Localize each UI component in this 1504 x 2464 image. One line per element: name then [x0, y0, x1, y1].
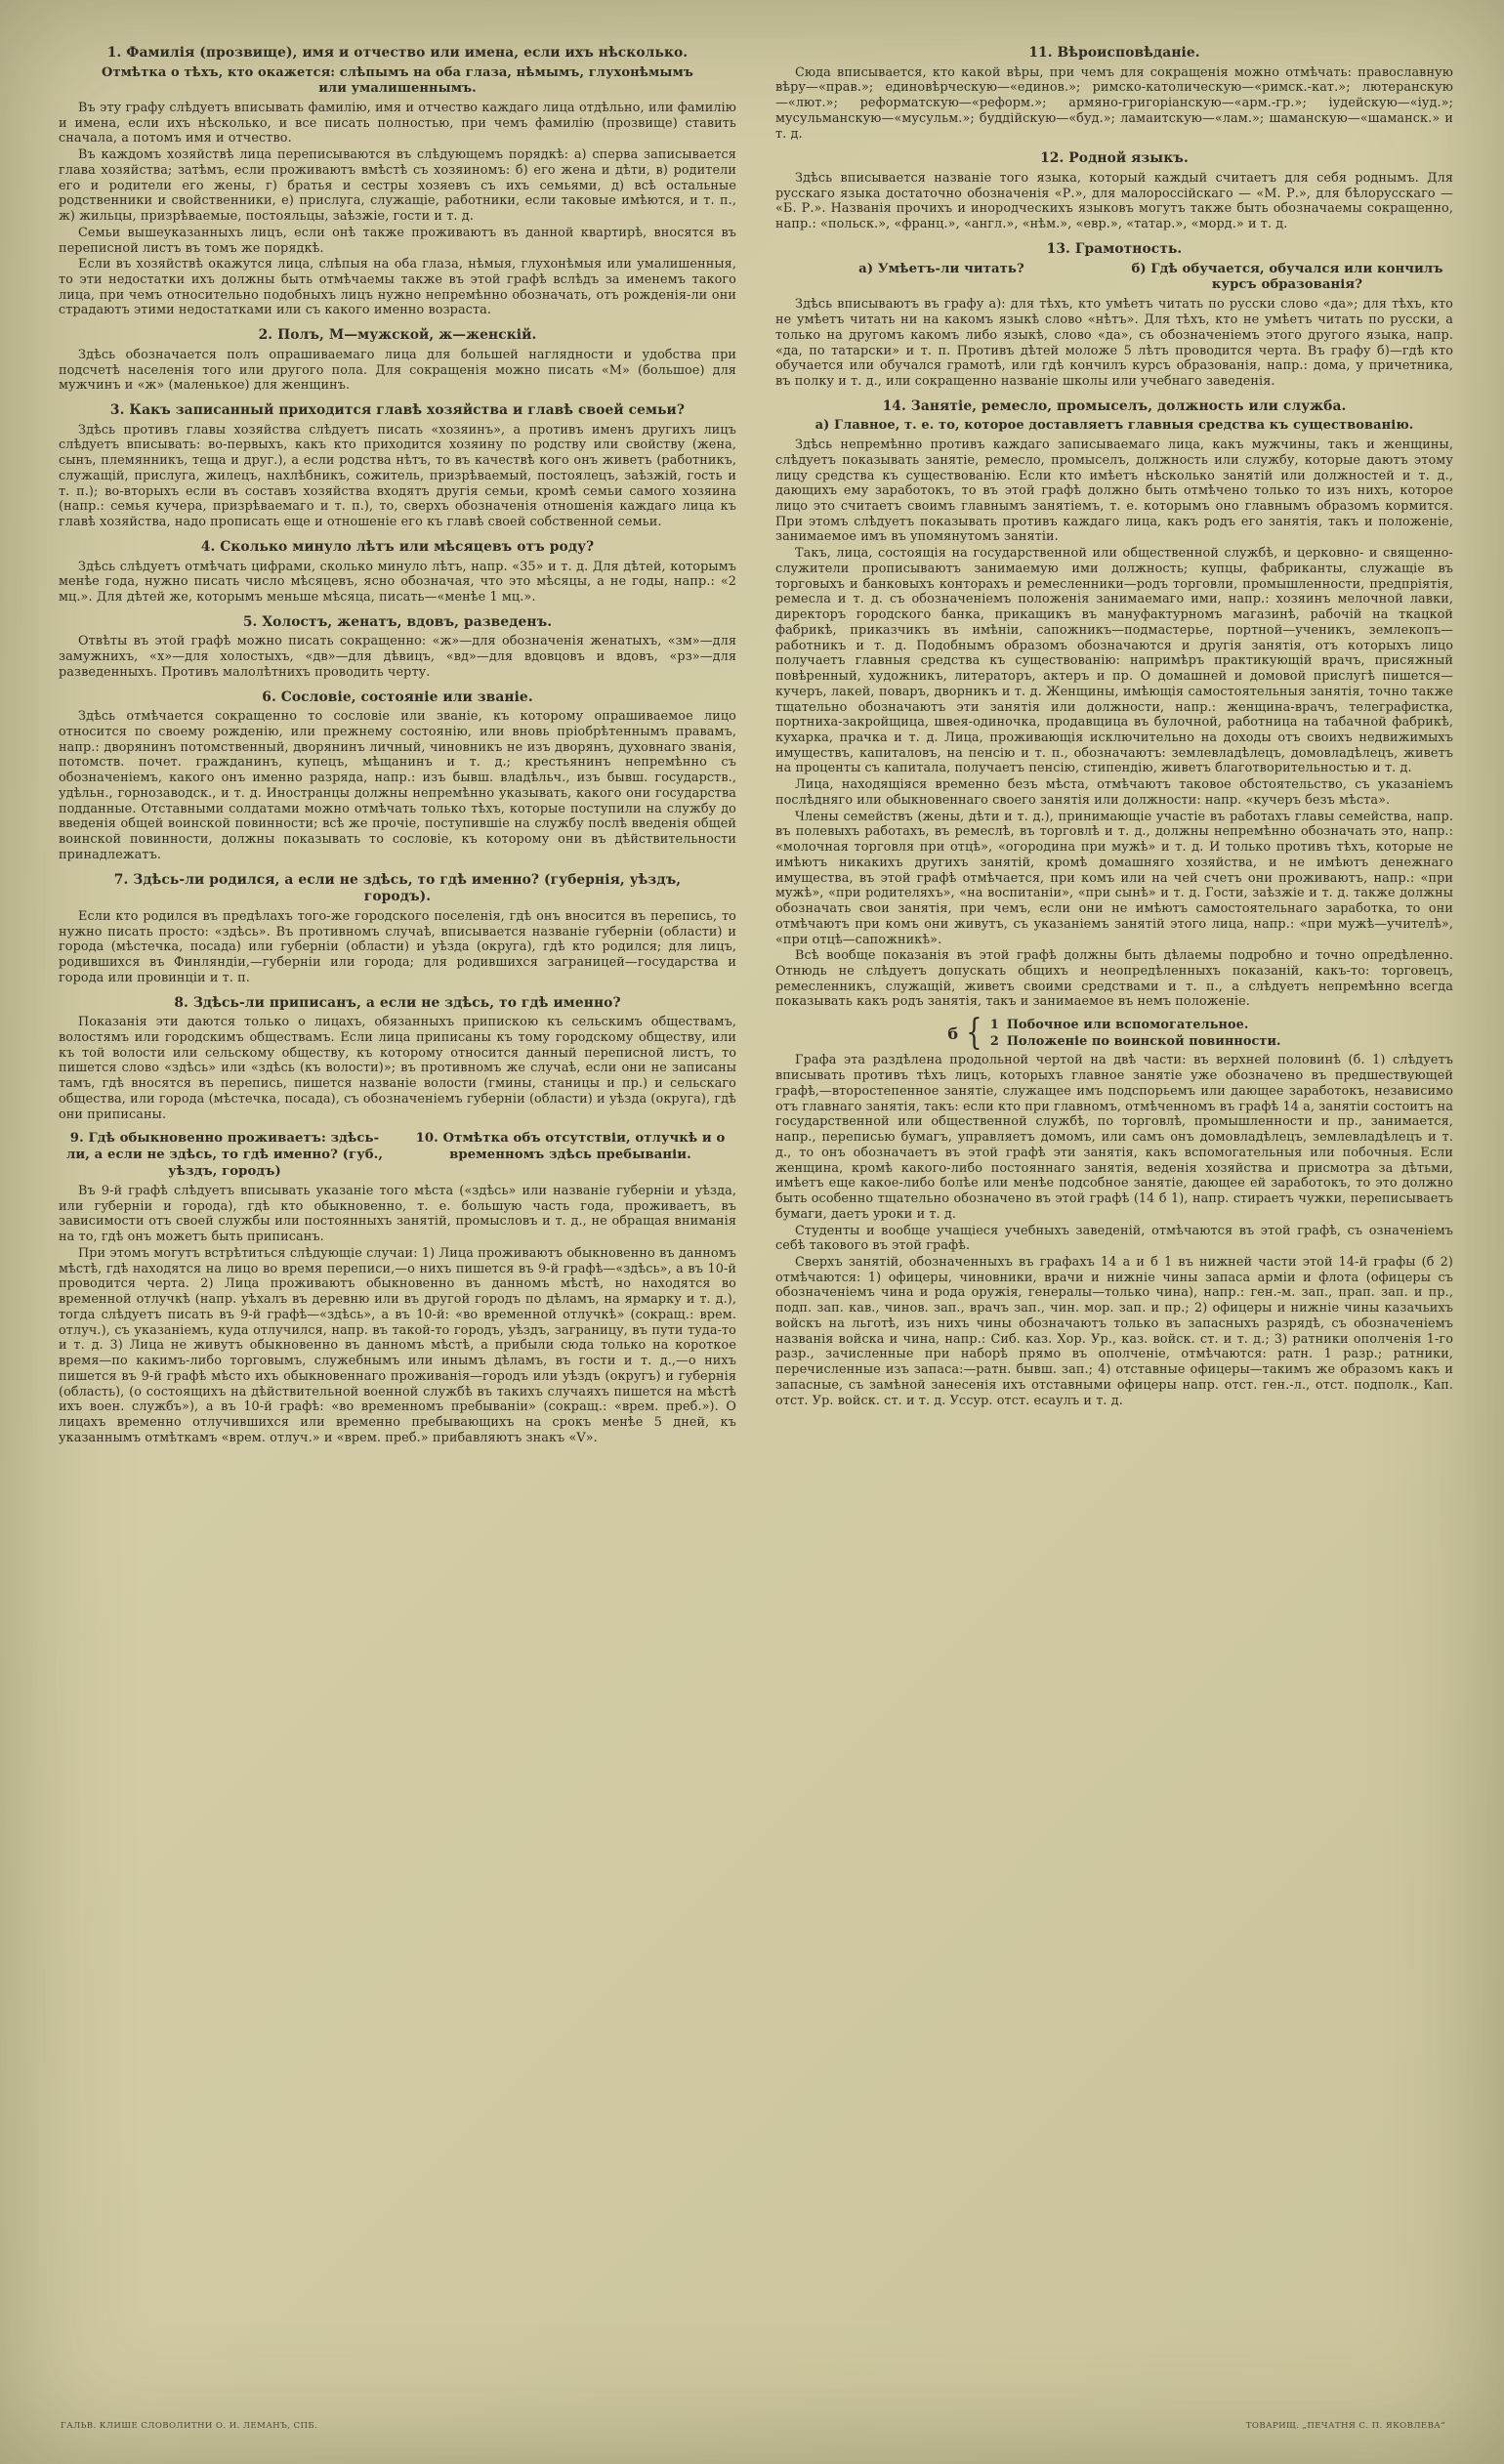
section-8: [59, 995, 736, 1123]
section-5-heading: 5. Холостъ, женатъ, вдовъ, разведенъ.: [242, 613, 553, 630]
section-1-heading: 1. Фамилія (прозвище), имя и отчество или имена, если ихъ нѣсколько.: [106, 45, 689, 61]
section-13a-subheading: а) Умѣетъ-ли читать?: [858, 261, 1024, 276]
section-14b-sublines: [990, 1018, 1281, 1050]
paragraph: Члены семействъ (жены, дѣти и т. д.), принимающіе участіе въ работахъ главы семейства, напр. въ полевыхъ работахъ, въ ремеслѣ, въ торговлѣ и т. д., должны непремѣнно обозначать это, напр.: «молочная торговля при отцѣ», «огородина при мужѣ» и т. д. И только противъ тѣхъ, которые не имѣютъ никакихъ другихъ занятій, кромѣ домашняго хозяйства, и не имѣютъ денежнаго имущества, въ этой графѣ отмѣчается, при комъ или на чей счетъ они проживаютъ, напр.: «при мужѣ», «при родителяхъ», «на воспитаніи», «при сынѣ» и т. д. Гости, заѣзжіе и т. д. также должны обозначать свои занятія, при чемъ, если они не имѣютъ самостоятельнаго заработка, то они отмѣчаютъ при комъ они живутъ, съ указаніемъ занятій этого лица, напр.: «при мужѣ—учителѣ», «при отцѣ—сапожникѣ».: [775, 809, 1453, 947]
section-4: [59, 539, 736, 606]
paragraph: Здѣсь непремѣнно противъ каждаго записываемаго лица, какъ мужчины, такъ и женщины, слѣдуетъ показывать занятіе, ремесло, промыселъ, должность или службу, которые даютъ этому лицу средства къ существованію. Если кто имѣетъ нѣсколько занятій или должностей и т. д., дающихъ ему заработокъ, то въ этой графѣ должно быть отмѣчено только то изъ нихъ, которое лицо это считаетъ своимъ главнымъ занятіемъ, т. е. которымъ оно главнымъ образомъ кормится. При этомъ слѣдуетъ показывать противъ каждаго лица, какъ родъ его занятія, такъ и положеніе, занимаемое имъ въ упомянутомъ занятіи.: [775, 438, 1453, 545]
paragraph: Въ 9-й графѣ слѣдуетъ вписывать указаніе того мѣста («здѣсь» или названіе губерніи и уѣзда, или губерніи и города), гдѣ кто обыкновенно, т. е. большую часть года, проживаетъ, въ зависимости отъ своей службы или постоянныхъ занятій, промысловъ и т. д., не обращая вниманія на то, гдѣ онъ можетъ быть приписанъ.: [59, 1184, 736, 1245]
paragraph: Сверхъ занятій, обозначенныхъ въ графахъ 14 а и б 1 въ нижней части этой 14-й графы (б 2) отмѣчаются: 1) офицеры, чиновники, врачи и нижніе чины запаса арміи и флота (офицеры съ обозначеніемъ чина и рода оружія, генералы—только чина), напр.: ген.-м. зап., прап. зап. и пр., подп. зап. кав., чинов. зап., врачъ зап., чин. мор. зап. и пр.; 2) офицеры и нижніе чины казачьихъ войскъ на льготѣ, изъ нихъ чины обозначаютъ только въ запасныхъ разрядѣ, съ обозначеніемъ названія войска и чина, напр.: Сиб. каз. Хор. Ур., каз. войск. ст. и т. д.; 3) ратники ополченія 1-го разр., зачисленные при наборѣ прямо въ ополченіе, отмѣчаются: ратн. 1 разр.; ратники, перечисленные изъ запаса:—ратн. бывш. зап.; 4) отставные офицеры—такимъ же образомъ какъ и запасные, съ замѣной занесенія ихъ отставными офицеры напр. отст. ген.-л., отст. подполк., Кап. отст. Ур. войск. ст. и т. д. Уссур. отст. есаулъ и т. д.: [775, 1255, 1453, 1408]
section-13: [775, 241, 1453, 390]
section-9-10: [59, 1131, 736, 1445]
section-14b-heading: [775, 1012, 1453, 1054]
paragraph: Въ каждомъ хозяйствѣ лица переписываются въ слѣдующемъ порядкѣ: а) сперва записывается глава хозяйства; затѣмъ, если проживаютъ вмѣстѣ съ хозяиномъ: б) его жена и дѣти, в) родители его и родители его жены, г) братья и сестры хозяевъ съ ихъ семьями, д) всѣ остальные родственники и свойственники, е) прислуга, служащіе, работники, если таковые имѣются, и т. п., ж) жильцы, призрѣваемые, постояльцы, заѣзжіе, гости и т. д.: [59, 147, 736, 225]
printer-imprint-left: ГАЛЬВ. КЛИШЕ СЛОВОЛИТНИ О. И. ЛЕМАНЪ, СПБ.: [61, 2421, 318, 2431]
two-column-layout: [59, 45, 1453, 1447]
section-14: [775, 398, 1453, 1010]
section-14-heading: 14. Занятіе, ремесло, промыселъ, должность или служба.: [882, 397, 1347, 414]
section-1-subheading: Отмѣтка о тѣхъ, кто окажется: слѣпымъ на оба глаза, нѣмымъ, глухонѣмымъ или умалишеннымъ.: [102, 64, 693, 97]
subline-1-text: Побочное или вспомогательное.: [1006, 1018, 1249, 1033]
left-column: [59, 45, 736, 1447]
section-12: [775, 150, 1453, 232]
paragraph: Отвѣты въ этой графѣ можно писать сокращенно: «ж»—для обозначенія женатыхъ, «зм»—для замужнихъ, «х»—для холостыхъ, «дв»—для дѣвицъ, «вд»—для вдовцовъ и вдовъ, «рз»—для разведенныхъ. Противъ малолѣтнихъ проводить черту.: [59, 634, 736, 680]
section-10-heading: 10. Отмѣтка объ отсутствіи, отлучкѣ и о временномъ здѣсь пребываніи.: [415, 1131, 726, 1163]
section-6-heading: 6. Сословіе, состояніе или званіе.: [262, 689, 533, 705]
subline-2-number: 2: [989, 1033, 999, 1049]
paragraph: Семьи вышеуказанныхъ лицъ, если онѣ также проживаютъ въ данной квартирѣ, вносятся въ переписной листъ въ томъ же порядкѣ.: [59, 225, 736, 256]
paragraph: Если въ хозяйствѣ окажутся лица, слѣпыя на оба глаза, нѣмыя, глухонѣмыя или умалишенныя, то эти недостатки ихъ должны быть отмѣчаемы также въ этой графѣ вслѣдъ за именемъ такого лица, при чемъ относительно подобныхъ лицъ нужно непремѣнно обозначать, отъ рожденія-ли они страдаютъ этими недостатками или съ какого именно возраста.: [59, 257, 736, 318]
paragraph: Здѣсь слѣдуетъ отмѣчать цифрами, сколько минуло лѣтъ, напр. «35» и т. д. Для дѣтей, которымъ менѣе года, нужно писать число мѣсяцевъ, ясно обозначая, что это мѣсяцы, а не годы, напр.: «2 мц.». Для дѣтей же, которымъ меньше мѣсяца, писать—«менѣе 1 мц.».: [59, 559, 736, 605]
paragraph: Сюда вписывается, кто какой вѣры, при чемъ для сокращенія можно отмѣчать: православную вѣру—«прав.»; единовѣрческую—«единов.»; римско-католическую—«римск.-кат.»; лютеранскую—«лют.»; реформатскую—«реформ.»; армяно-григоріанскую—«арм.-гр.»; іудейскую—«іуд.»; мусульманскую—«мусульм.»; буддійскую—«буд.»; ламаитскую—«лам.»; шаманскую—«шаманск.» и т. д.: [775, 64, 1453, 142]
paragraph: Здѣсь противъ главы хозяйства слѣдуетъ писать «хозяинъ», а противъ именъ другихъ лицъ слѣдуетъ вписывать: во-первыхъ, какъ кто приходится хозяину по родству или свойству (жена, сынъ, племянникъ, теща и друг.), а если родства нѣтъ, то въ качествѣ кого онъ живетъ (работникъ, служащій, прислуга, жилецъ, нахлѣбникъ, сожитель, призрѣваемый, постоялецъ, заѣзжій, гость и т. п.); во-вторыхъ если въ составъ хозяйства входятъ другія семьи, кромѣ семьи самого хозяина (напр.: семья кучера, призрѣваемаго и т. п.), то, сверхъ обозначенія отношенія каждаго лица къ главѣ хозяйства, надо прописать еще и отношеніе его къ главѣ своей собственной семьи.: [59, 422, 736, 530]
section-11: [775, 45, 1453, 142]
printer-imprint-right: ТОВАРИЩ. „ПЕЧАТНЯ С. П. ЯКОВЛЕВА“: [1245, 2421, 1445, 2431]
section-8-heading: 8. Здѣсь-ли приписанъ, а если не здѣсь, то гдѣ именно?: [174, 994, 621, 1011]
paragraph: Здѣсь обозначается полъ опрашиваемаго лица для большей наглядности и удобства при подсчетѣ населенія того или другого пола. Для сокращенія можно писать «М» (большое) для мужчинъ и «ж» (маленькое) для женщинъ.: [59, 347, 736, 394]
section-13b-subheading: б) Гдѣ обучается, обучался или кончилъ курсъ образованія?: [1131, 261, 1443, 293]
paragraph: Лица, находящіяся временно безъ мѣста, отмѣчаютъ таковое обстоятельство, съ указаніемъ послѣдняго или обыкновеннаго своего занятія или должности: напр. «кучеръ безъ мѣста».: [775, 777, 1453, 808]
paragraph: Здѣсь вписываютъ въ графу а): для тѣхъ, кто умѣетъ читать по русски слово «да»; для тѣхъ, кто не умѣетъ читать ни на какомъ языкѣ слово «нѣтъ». Для тѣхъ, кто не умѣетъ читать по русски, а только на другомъ какомъ либо языкѣ, слово «да», съ обозначеніемъ этого другого языка, напр. «да, по татарски» и т. п. Противъ дѣтей моложе 5 лѣтъ проводится черта. Въ графу б)—гдѣ кто обучается или обучался грамотѣ, или гдѣ кончилъ курсъ образованія, напр.: дома, у причетника, въ полку и т. д., или сокращенно названіе школы или учебнаго заведенія.: [775, 297, 1453, 390]
section-5: [59, 614, 736, 681]
section-7-heading: 7. Здѣсь-ли родился, а если не здѣсь, то гдѣ именно? (губернія, уѣздъ, городъ).: [113, 871, 682, 905]
right-column: [775, 45, 1453, 1447]
paragraph: При этомъ могутъ встрѣтиться слѣдующіе случаи: 1) Лица проживаютъ обыкновенно въ данномъ мѣстѣ, гдѣ находятся на лицо во время переписи,—о нихъ пишется въ 9-й графѣ—«здѣсь», а въ 10-й проводится черта. 2) Лица проживаютъ обыкновенно въ данномъ мѣстѣ, но находятся во временной отлучкѣ (напр. уѣхалъ въ деревню или въ другой городъ по дѣламъ, на ярмарку и т. д.), тогда слѣдуетъ писать въ 9-й графѣ—«здѣсь», а въ 10-й: «во временной отлучкѣ» (сокращ.: врем. отлуч.), съ указаніемъ, куда отлучился, напр. въ такой-то городъ, уѣздъ, заграницу, въ пути туда-то и т. д. 3) Лица не живутъ обыкновенно въ данномъ мѣстѣ, а прибыли сюда только на короткое время—по какимъ-либо торговымъ, служебнымъ или инымъ дѣламъ, въ гости и т. д.,—о нихъ пишется въ 9-й графѣ мѣсто ихъ обыкновеннаго проживанія—городъ или уѣздъ (округъ) и губернія (область), (о состоящихъ на дѣйствительной военной службѣ въ такихъ случаяхъ пишется на мѣстѣ ихъ воен. службъ»), а въ 10-й графѣ: «во временномъ пребываніи» (сокращ.: «врем. преб.»). О лицахъ временно отлучившихся или временно пребывающихъ на срокъ менѣе 5 дней, къ указаннымъ отмѣткамъ «врем. отлуч.» и «врем. преб.» прибавляютъ знакъ «V».: [59, 1245, 736, 1445]
section-6: [59, 689, 736, 863]
section-9-heading: 9. Гдѣ обыкновенно проживаетъ: здѣсь-ли, а если не здѣсь, то гдѣ именно? (губ., уѣздъ, городъ): [65, 1131, 384, 1180]
paragraph: Всѣ вообще показанія въ этой графѣ должны быть дѣлаемы подробно и точно опредѣленно. Отнюдь не слѣдуетъ допускать общихъ и неопредѣленныхъ показаній, какъ-то: торговецъ, ремесленникъ, служащій, живетъ своими средствами и т. п., а слѣдуетъ непремѣнно всегда показывать какъ родъ занятія, такъ и занимаемое въ немъ положеніе.: [775, 948, 1453, 1010]
section-2: [59, 327, 736, 394]
paragraph: Такъ, лица, состоящія на государственной или общественной службѣ, и церковно- и священно-служители прописываютъ занимаемую ими должность; купцы, фабриканты, служащіе въ торговыхъ и банковыхъ конторахъ и ремесленники—родъ торговли, промышленности, предпріятія, ремесла и т. д. съ обозначеніемъ положенія занимаемаго ими, напр.: хозяинъ мелочной лавки, директоръ городского банка, прикащикъ въ мануфактурномъ магазинѣ, рабочій на ткацкой фабрикѣ, приказчикъ въ имѣніи, сапожникъ—подмастерье, портной—ученикъ, землекопъ—работникъ и т. д. Подобнымъ образомъ обозначаются и другія занятія, отъ которыхъ лицо получаетъ главныя средства къ существованію: напримѣръ практикующій врачъ, присяжный повѣренный, художникъ, литераторъ, актеръ и пр. О домашней и домовой прислугѣ пишется—кучеръ, лакей, поваръ, дворникъ и т. д. Женщины, имѣющія самостоятельныя занятія, точно также тщательно обозначаютъ эти занятія или должности, напр.: женщина-врачъ, телеграфистка, портниха-закройщица, швея-одиночка, продавщица въ булочной, работница на табачной фабрикѣ, кухарка, прачка и т. д. Лица, проживающія исключительно на доходы отъ своихъ недвижимыхъ имуществъ, капиталовъ, на пенсію и т. п., обозначаютъ: землевладѣлецъ, домовладѣлецъ, живетъ на проценты съ капитала, получаетъ пенсію, стипендію, живетъ благотворительностью и т. д.: [775, 546, 1453, 776]
section-14a-subheading: а) Главное, т. е. то, которое доставляетъ главныя средства къ существованію.: [815, 418, 1414, 434]
section-14b: [775, 1012, 1453, 1408]
section-7: [59, 872, 736, 986]
section-14b-label: б: [947, 1024, 959, 1043]
section-4-heading: 4. Сколько минуло лѣтъ или мѣсяцевъ отъ роду?: [200, 538, 595, 555]
paragraph: Графа эта раздѣлена продольной чертой на двѣ части: въ верхней половинѣ (б. 1) слѣдуетъ вписывать противъ тѣхъ лицъ, которыхъ главное занятіе уже обозначено въ предшествующей графѣ,—второстепенное занятіе, служащее имъ подспорьемъ или дающее заработокъ, независимо отъ главнаго занятія, такъ: если кто при главномъ, отмѣченномъ въ графѣ 14 а, занятіи состоитъ на государственной или общественной службѣ, по торговлѣ, промышленности и пр., занимается, напр., переписью бумагъ, управляетъ домомъ, или самъ онъ домовладѣлецъ, землевладѣлецъ и т. д., то онъ обозначаетъ въ этой графѣ эти занятія, какъ вспомогательныя или побочныя. Если женщина, кромѣ какого-либо постояннаго занятія, веденія хозяйства и присмотра за дѣтьми, имѣетъ еще какое-либо болѣе или менѣе подсобное занятіе, дающее ей заработокъ, то это должно быть особенно тщательно обозначено въ этой графѣ (14 б 1), напр. стираетъ чужки, переписываетъ бумаги, даетъ уроки и т. д.: [775, 1053, 1453, 1222]
section-3: [59, 402, 736, 530]
paragraph: Въ эту графу слѣдуетъ вписывать фамилію, имя и отчество каждаго лица отдѣльно, или фамилію и имена, если ихъ нѣсколько, и все писать полностью, при чемъ фамилію (прозвище) ставить сначала, а потомъ имя и отчество.: [59, 100, 736, 146]
section-1: [59, 45, 736, 318]
paragraph: Показанія эти даются только о лицахъ, обязанныхъ припискою къ сельскимъ обществамъ, волостямъ или городскимъ обществамъ. Если лица приписаны къ тому городскому обществу, или къ той волости или сельскому обществу, къ которому относится данный переписной листъ, то пишется слово «здѣсь» или «здѣсь (къ волости)»; въ противномъ же случаѣ, если они не записаны тамъ, гдѣ вносятся въ перепись, пишется названіе волости (гмины, станицы и пр.) и сельскаго общества, или города (мѣстечка, посада), съ обозначеніемъ губерніи (области) и уѣзда (округа), гдѣ они приписаны.: [59, 1015, 736, 1122]
subline-1-number: 1: [989, 1018, 999, 1033]
paragraph: Студенты и вообще учащіеся учебныхъ заведеній, отмѣчаются въ этой графѣ, съ означеніемъ себѣ такового въ этой графѣ.: [775, 1223, 1453, 1254]
paragraph: Здѣсь отмѣчается сокращенно то сословіе или званіе, къ которому опрашиваемое лицо относится по своему рожденію, или прежнему состоянію, или вновь пріобрѣтеннымъ правамъ, напр.: дворянинъ потомственный, дворянинъ личный, чиновникъ не изъ дворянъ, духовнаго званія, потомств. почет. гражданинъ, купецъ, мѣщанинъ и т. д.; крестьянинъ непремѣнно съ обозначеніемъ, какого онъ именно разряда, напр.: изъ бывш. владѣльч., изъ бывш. государств., удѣльн., горнозаводск., и т. д. Иностранцы должны непремѣнно указывать, какого они государства подданные. Отставными солдатами можно отмѣчать только тѣхъ, которые поступили на службу до введенія общей воинской повинности; всѣ же прочіе, поступившіе на службу послѣ введенія общей воинской повинности, должны показывать то сословіе, къ которому они въ дѣйствительности принадлежатъ.: [59, 709, 736, 862]
section-13-subheadings: [775, 262, 1453, 295]
section-11-heading: 11. Вѣроисповѣданіе.: [1028, 45, 1200, 61]
section-3-heading: 3. Какъ записанный приходится главѣ хозяйства и главѣ своей семьи?: [109, 402, 686, 419]
section-13-heading: 13. Грамотность.: [1046, 240, 1183, 257]
section-12-heading: 12. Родной языкъ.: [1040, 150, 1189, 167]
section-2-heading: 2. Полъ, М—мужской, ж—женскій.: [258, 327, 537, 344]
subline-2-text: Положеніе по воинской повинности.: [1006, 1033, 1281, 1049]
paragraph: Если кто родился въ предѣлахъ того-же городского поселенія, гдѣ онъ вносится въ перепись, то нужно писать просто: «здѣсь». Въ противномъ случаѣ, вписывается названіе губерніи (области) и города (мѣстечка, посада) или губерніи (области) и уѣзда (округа), гдѣ кто родился; для лицъ, родившихся въ Финляндіи,—губерніи или города; для родившихся заграницей—государства и города или провинціи и т. п.: [59, 908, 736, 985]
brace-glyph: {: [966, 1012, 982, 1054]
section-9-10-headings: [59, 1131, 736, 1181]
paragraph: Здѣсь вписывается названіе того языка, который каждый считаетъ для себя роднымъ. Для русскаго языка достаточно обозначенія «Р.», для малороссійскаго — «М. Р.», для бѣлорусскаго — «Б. Р.». Названія прочихъ и инородческихъ языковъ могутъ также быть обозначаемы сокращенно, напр.: «польск.», «франц.», «англ.», «нѣм.», «евр.», «татар.», «морд.» и т. д.: [775, 170, 1453, 232]
